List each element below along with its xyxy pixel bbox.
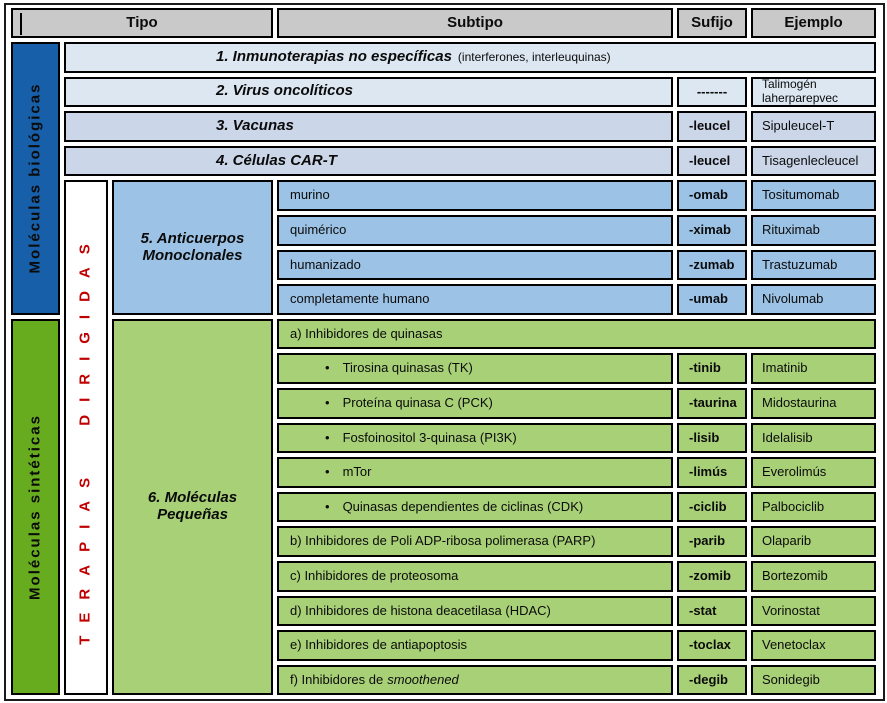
vacunas-ejemplo-value: Sipuleucel-T [762, 118, 835, 134]
subtipo-proteina-quinasa-c [277, 388, 673, 419]
ximab-value: -ximab [689, 221, 731, 237]
sonidegib-value: Sonidegib [762, 671, 820, 687]
header-subtipo [277, 8, 673, 38]
stat-value: -stat [689, 602, 717, 618]
subtipo-hdac [277, 596, 673, 627]
header-ejemplo [751, 8, 876, 38]
everolimus-value: Everolimús [762, 464, 827, 480]
band-terapias-label: TERAPIAS DIRIGIDAS [76, 231, 94, 645]
vacunas-sufijo-value: -leucel [689, 118, 731, 134]
sufijo-toclax [677, 630, 747, 661]
antiapoptosis-value: e) Inhibidores de antiapoptosis [290, 637, 468, 653]
row-inmunoterapias [64, 42, 876, 73]
degib-value: -degib [689, 671, 728, 687]
cart-ejemplo-value: Tisagenlecleucel [762, 152, 859, 168]
pi3k-value: Fosfoinositol 3-quinasa (PI3K) [342, 429, 517, 445]
ejemplo-idelalisib [751, 423, 876, 454]
row-vacunas [64, 111, 673, 142]
sufijo-stat [677, 596, 747, 627]
sufijo-limus [677, 457, 747, 488]
band-biologicas-label: Moléculas biológicas [26, 82, 44, 274]
trastuzumab-value: Trastuzumab [762, 256, 838, 272]
therapy-table [11, 8, 876, 695]
vacunas-label: 3. Vacunas [216, 117, 294, 135]
subtipo-parp [277, 526, 673, 557]
virus-sufijo-value: ------- [696, 83, 728, 99]
tositumomab-value: Tositumomab [762, 187, 840, 203]
sufijo-lisib [677, 423, 747, 454]
vacunas-sufijo [677, 111, 747, 142]
ejemplo-bortezomib [751, 561, 876, 592]
text-cursor-mark [20, 13, 22, 35]
header-sufijo [677, 8, 747, 38]
subtipo-quimerico [277, 215, 673, 246]
quimerico-value: quimérico [290, 221, 347, 237]
proteosoma-value: c) Inhibidores de proteosoma [290, 567, 459, 583]
subtipo-fosfoinositol [277, 423, 673, 454]
subtipo-tirosina-quinasas [277, 353, 673, 384]
zomib-value: -zomib [689, 567, 731, 583]
header-ejemplo-label: Ejemplo [784, 13, 843, 31]
band-sinteticas-label: Moléculas sintéticas [26, 414, 44, 600]
sufijo-degib [677, 665, 747, 696]
umab-value: -umab [689, 291, 728, 307]
band-moleculas-biologicas [11, 42, 60, 315]
sufijo-taurina [677, 388, 747, 419]
sufijo-zomib [677, 561, 747, 592]
ejemplo-olaparib [751, 526, 876, 557]
bullet-icon: • [325, 498, 330, 514]
bortezomib-value: Bortezomib [762, 567, 828, 583]
parp-value: b) Inhibidores de Poli ADP-ribosa polimerasa (PARP) [290, 533, 596, 549]
band-terapias-dirigidas [64, 180, 108, 695]
sufijo-ximab [677, 215, 747, 246]
pck-value: Proteína quinasa C (PCK) [342, 394, 493, 410]
ejemplo-vorinostat [751, 596, 876, 627]
tinib-value: -tinib [689, 360, 721, 376]
ejemplo-rituximab [751, 215, 876, 246]
smoothened-prefix-value: f) Inhibidores de [290, 671, 384, 687]
hdac-value: d) Inhibidores de histona deacetilasa (HDAC) [290, 602, 551, 618]
ejemplo-everolimus [751, 457, 876, 488]
row-virus-oncoliticos [64, 77, 673, 108]
category-moleculas-pequenas [112, 319, 273, 696]
zumab-value: -zumab [689, 256, 735, 272]
row-celulas-cart [64, 146, 673, 177]
sufijo-umab [677, 284, 747, 315]
vacunas-ejemplo [751, 111, 876, 142]
ejemplo-nivolumab [751, 284, 876, 315]
ejemplo-midostaurina [751, 388, 876, 419]
subtipo-murino [277, 180, 673, 211]
subtipo-smoothened [277, 665, 673, 696]
murino-value: murino [290, 187, 330, 203]
olaparib-value: Olaparib [762, 533, 812, 549]
humanizado-value: humanizado [290, 256, 361, 272]
subtipo-quinasas-cdk [277, 492, 673, 523]
smoothened-italic-value: smoothened [387, 671, 459, 687]
midostaurina-value: Midostaurina [762, 394, 837, 410]
subtipo-inhibidores-quinasas [277, 319, 876, 350]
bullet-icon: • [325, 464, 330, 480]
parib-value: -parib [689, 533, 726, 549]
bullet-icon: • [325, 394, 330, 410]
sufijo-zumab [677, 250, 747, 281]
rituximab-value: Rituximab [762, 221, 820, 237]
cart-label: 4. Células CAR-T [216, 151, 337, 169]
inmunoterapias-note: (interferones, interleuquinas) [457, 49, 611, 64]
humano-value: completamente humano [290, 291, 430, 307]
mtor-value: mTor [342, 464, 372, 480]
toclax-value: -toclax [689, 637, 731, 653]
tirosina-value: Tirosina quinasas (TK) [342, 360, 473, 376]
header-tipo [11, 8, 273, 38]
sufijo-omab [677, 180, 747, 211]
virus-ejemplo [751, 77, 876, 108]
ejemplo-sonidegib [751, 665, 876, 696]
vorinostat-value: Vorinostat [762, 602, 820, 618]
ejemplo-venetoclax [751, 630, 876, 661]
cdk-value: Quinasas dependientes de ciclinas (CDK) [342, 498, 584, 514]
ciclib-value: -ciclib [689, 498, 727, 514]
subtipo-humanizado [277, 250, 673, 281]
nivolumab-value: Nivolumab [762, 291, 824, 307]
omab-value: -omab [689, 187, 728, 203]
header-tipo-label: Tipo [126, 13, 158, 31]
monoclonales-label: 5. Anticuerpos Monoclonales [140, 229, 245, 264]
subtipo-completamente-humano [277, 284, 673, 315]
pequenas-label: 6. Moléculas Pequeñas [147, 489, 238, 524]
ejemplo-imatinib [751, 353, 876, 384]
subtipo-mtor [277, 457, 673, 488]
header-sufijo-label: Sufijo [691, 13, 733, 31]
bullet-icon: • [325, 429, 330, 445]
virus-label: 2. Virus oncolíticos [216, 82, 353, 100]
virus-ejemplo-value: Talimogén laherparepvec [762, 77, 839, 105]
ejemplo-trastuzumab [751, 250, 876, 281]
band-moleculas-sinteticas [11, 319, 60, 696]
bullet-icon: • [325, 360, 330, 376]
lisib-value: -lisib [689, 429, 720, 445]
sufijo-tinib [677, 353, 747, 384]
taurina-value: -taurina [689, 394, 737, 410]
ejemplo-palbociclib [751, 492, 876, 523]
inmunoterapias-label: 1. Inmunoterapias no específicas [216, 47, 452, 65]
header-subtipo-label: Subtipo [447, 13, 503, 31]
category-anticuerpos-monoclonales [112, 180, 273, 314]
sufijo-parib [677, 526, 747, 557]
subtipo-proteosoma [277, 561, 673, 592]
sufijo-ciclib [677, 492, 747, 523]
ejemplo-tositumomab [751, 180, 876, 211]
venetoclax-value: Venetoclax [762, 637, 826, 653]
inhibidores-quinasas-value: a) Inhibidores de quinasas [290, 325, 443, 341]
cart-sufijo-value: -leucel [689, 152, 731, 168]
limus-value: -limús [689, 464, 728, 480]
cart-sufijo [677, 146, 747, 177]
imatinib-value: Imatinib [762, 360, 808, 376]
subtipo-antiapoptosis [277, 630, 673, 661]
cart-ejemplo [751, 146, 876, 177]
virus-sufijo [677, 77, 747, 108]
idelalisib-value: Idelalisib [762, 429, 813, 445]
palbociclib-value: Palbociclib [762, 498, 825, 514]
